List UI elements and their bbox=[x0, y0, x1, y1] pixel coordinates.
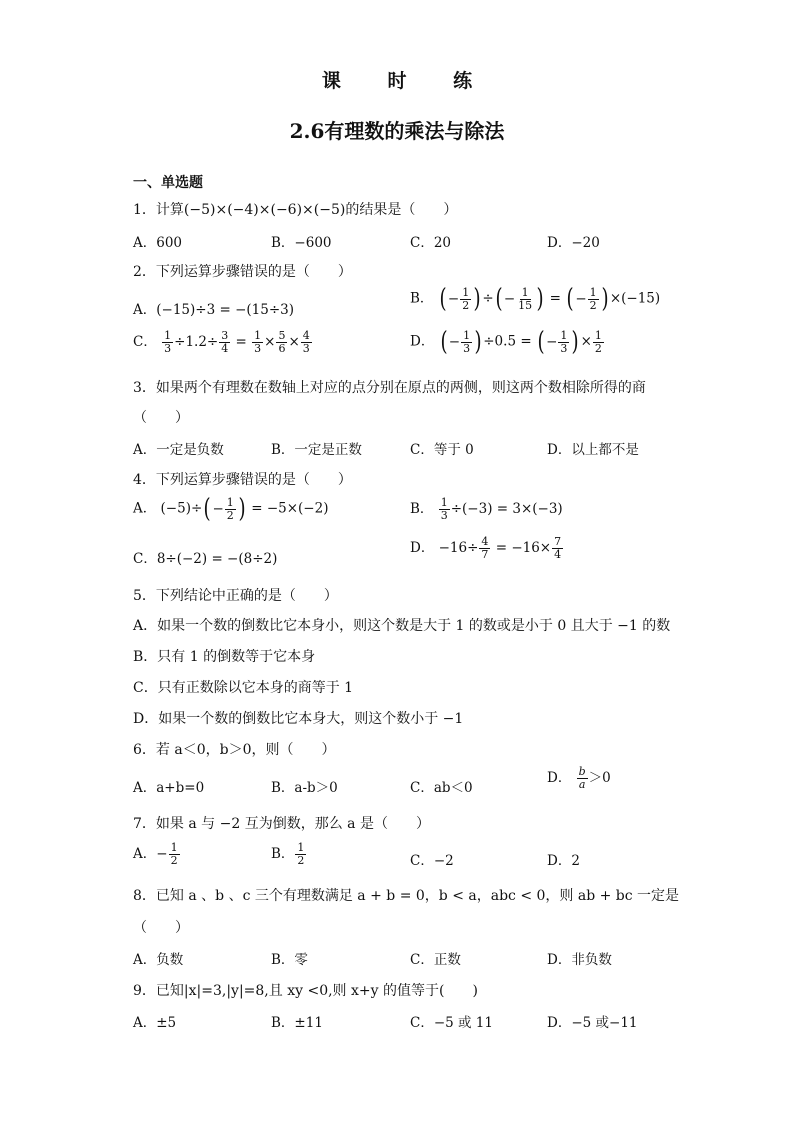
q9-option-d[interactable]: D．−5 或−11 bbox=[547, 1015, 638, 1031]
q2-option-b[interactable]: B． ( − $\frac{1}{2}$ ) ÷ ( − $\frac{1}{15}$ ) = ( − $\frac{1}{2}$ ) ×(−15) bbox=[410, 284, 661, 314]
q9-option-a[interactable]: A．±5 bbox=[133, 1015, 177, 1031]
q1-option-d[interactable]: D．−20 bbox=[547, 235, 600, 251]
q1-option-b[interactable]: B．−600 bbox=[271, 235, 332, 251]
q1-option-a[interactable]: A．600 bbox=[133, 235, 183, 251]
q7-option-b[interactable]: B． $\frac{1}{2}$ bbox=[271, 841, 305, 867]
q2-a-label: A． bbox=[133, 302, 157, 318]
q7-a-label: A． bbox=[133, 846, 157, 862]
q8-option-a[interactable]: A．负数 bbox=[133, 952, 184, 968]
q4-d-label: D． bbox=[410, 540, 435, 556]
question-4-stem: 4．下列运算步骤错误的是（ ） bbox=[133, 472, 352, 488]
q8-option-c[interactable]: C．正数 bbox=[410, 952, 461, 968]
q6-option-d[interactable]: D． $\frac{b}{a}$ ＞0 bbox=[547, 765, 611, 791]
q3-option-c[interactable]: C．等于 0 bbox=[410, 442, 474, 458]
question-5-stem: 5．下列结论中正确的是（ ） bbox=[133, 588, 338, 604]
q5-option-b[interactable]: B．只有 1 的倒数等于它本身 bbox=[133, 649, 316, 665]
q5-option-a[interactable]: A．如果一个数的倒数比它本身小，则这个数是大于 1 的数或是小于 0 且大于 −1 的数 bbox=[133, 618, 671, 634]
q3-option-a[interactable]: A．一定是负数 bbox=[133, 442, 224, 458]
lesson-title: 2.6有理数的乘法与除法 bbox=[289, 119, 505, 143]
page-title: 课 时 练 bbox=[321, 70, 493, 92]
q7-option-a[interactable]: A．− $\frac{1}{2}$ bbox=[133, 841, 178, 867]
q4-option-d[interactable]: D． −16÷ $\frac{4}{7}$ = −16× $\frac{7}{4}$ bbox=[410, 535, 562, 561]
question-7-stem: 7．如果 a 与 −2 互为倒数，那么 a 是（ ） bbox=[133, 816, 430, 832]
q4-a-label: A． bbox=[133, 500, 157, 517]
q2-a-expr: (−15)÷3 = −(15÷3) bbox=[156, 302, 294, 318]
q4-option-a[interactable]: A． (−5)÷ ( − $\frac{1}{2}$ ) = −5×(−2) bbox=[133, 494, 329, 524]
q8-option-d[interactable]: D．非负数 bbox=[547, 952, 612, 968]
q4-option-c[interactable]: C．8÷(−2) = −(8÷2) bbox=[133, 551, 278, 567]
q2-c-label: C． bbox=[133, 334, 157, 350]
q6-d-label: D． bbox=[547, 770, 572, 786]
q5-option-d[interactable]: D．如果一个数的倒数比它本身大，则这个数小于 −1 bbox=[133, 711, 464, 727]
question-6-stem: 6．若 a＜0，b＞0，则（ ） bbox=[133, 742, 336, 758]
q2-b-label: B． bbox=[410, 290, 434, 307]
question-3-stem-cont: （ ） bbox=[133, 410, 189, 426]
q6-option-b[interactable]: B．a-b＞0 bbox=[271, 780, 338, 796]
q9-option-c[interactable]: C．−5 或 11 bbox=[410, 1015, 493, 1031]
question-2-stem: 2．下列运算步骤错误的是（ ） bbox=[133, 264, 352, 280]
q2-d-label: D． bbox=[410, 333, 435, 350]
q3-option-d[interactable]: D．以上都不是 bbox=[547, 442, 639, 458]
q3-option-b[interactable]: B．一定是正数 bbox=[271, 442, 362, 458]
question-3-stem: 3．如果两个有理数在数轴上对应的点分别在原点的两侧，则这两个数相除所得的商 bbox=[133, 380, 646, 396]
q2-option-d[interactable]: D． ( − $\frac{1}{3}$ ) ÷0.5 = ( − $\frac{1}{3}$ ) × $\frac{1}{2}$ bbox=[410, 327, 602, 357]
q7-option-c[interactable]: C．−2 bbox=[410, 853, 454, 869]
question-9-stem: 9．已知|x|=3,|y|=8,且 xy <0,则 x+y 的值等于( ) bbox=[133, 983, 478, 999]
q4-option-b[interactable]: B． $\frac{1}{3}$ ÷(−3) = 3×(−3) bbox=[410, 496, 563, 522]
question-8-stem-cont: （ ） bbox=[133, 920, 189, 936]
q5-option-c[interactable]: C．只有正数除以它本身的商等于 1 bbox=[133, 680, 354, 696]
q1-option-c[interactable]: C．20 bbox=[410, 235, 452, 251]
q8-option-b[interactable]: B．零 bbox=[271, 952, 308, 968]
q2-option-c[interactable]: C． $\frac{1}{3}$ ÷1.2÷ $\frac{3}{4}$ = $\frac{1}{3}$ × $\frac{5}{6}$ × $\frac{4}{3}$ bbox=[133, 329, 310, 355]
q4-b-label: B． bbox=[410, 501, 434, 517]
q6-option-a[interactable]: A．a+b=0 bbox=[133, 780, 205, 796]
q2-option-a[interactable] bbox=[133, 298, 294, 318]
q6-option-c[interactable]: C．ab＜0 bbox=[410, 780, 473, 796]
section-heading: 一、单选题 bbox=[133, 175, 203, 191]
q7-b-label: B． bbox=[271, 846, 295, 862]
q7-option-d[interactable]: D．2 bbox=[547, 853, 580, 869]
question-8-stem: 8．已知 a 、b 、c 三个有理数满足 a + b = 0，b < a，abc < 0，则 ab + bc 一定是 bbox=[133, 888, 680, 904]
q9-option-b[interactable]: B．±11 bbox=[271, 1015, 323, 1031]
question-1-stem: 1．计算(−5)×(−4)×(−6)×(−5)的结果是（ ） bbox=[133, 202, 458, 218]
